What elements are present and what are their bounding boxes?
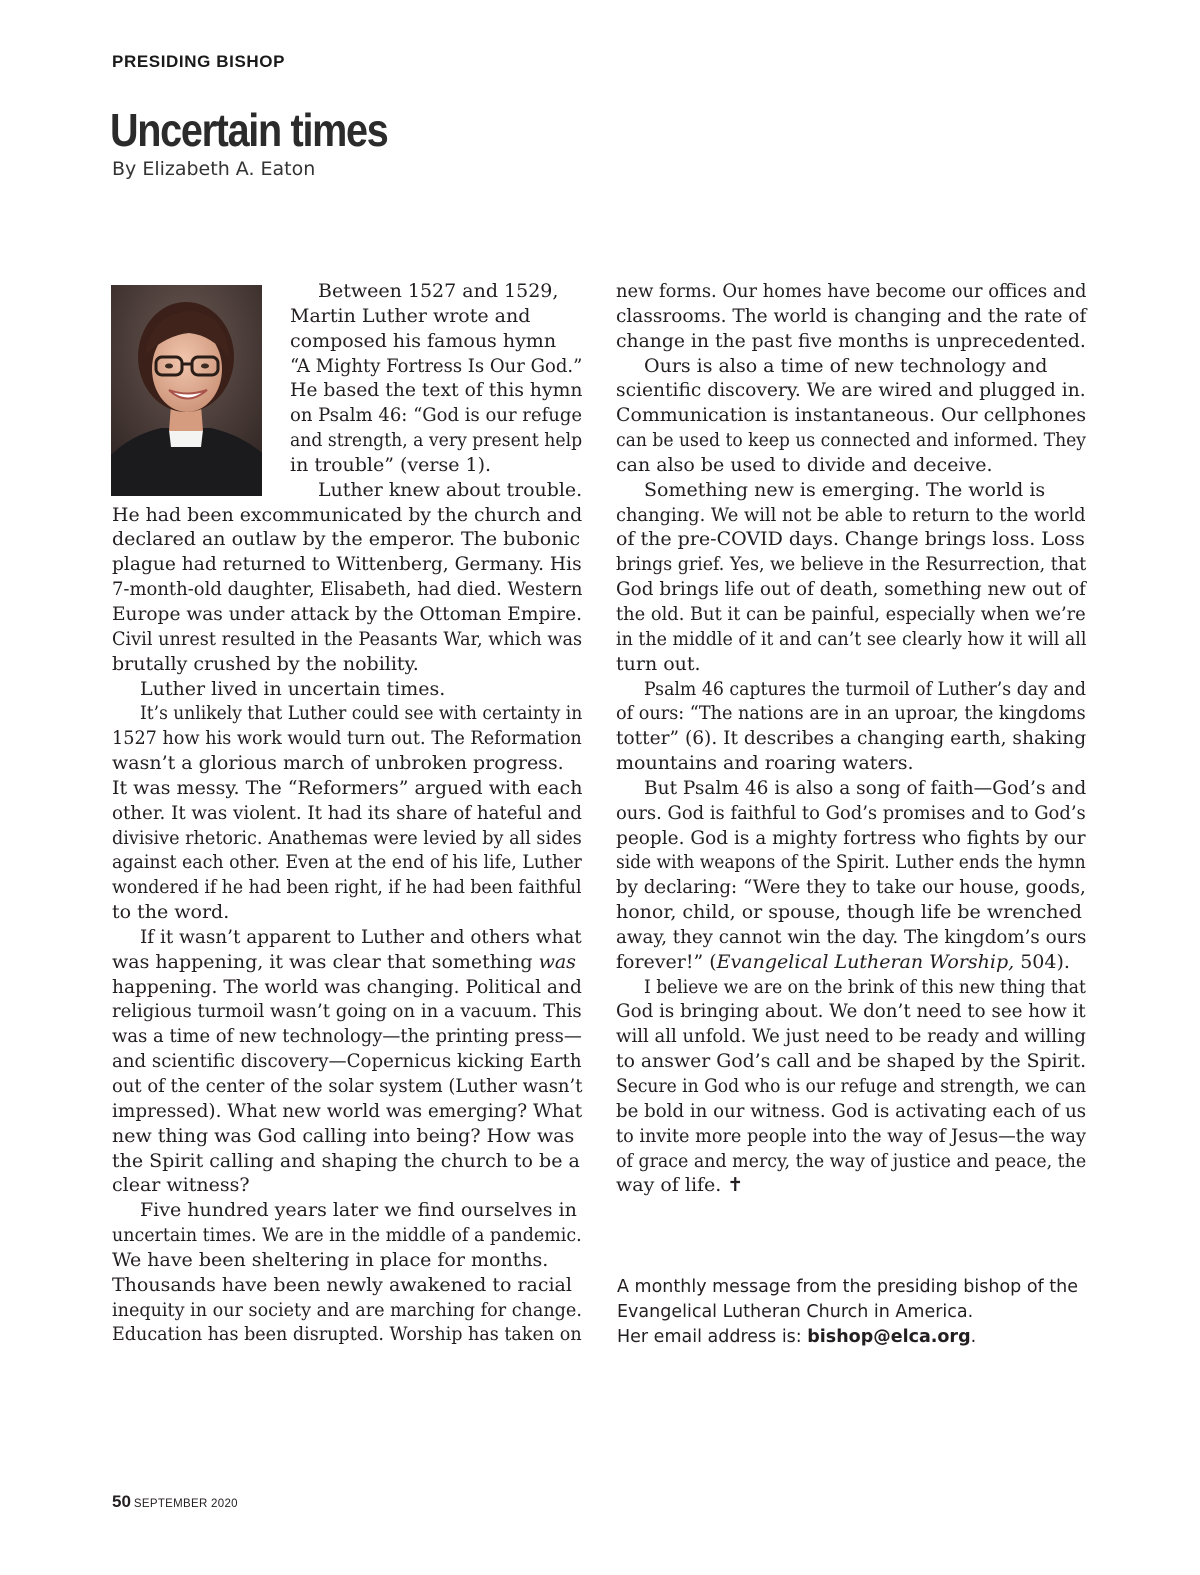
text-line — [616, 279, 1086, 304]
text-run: 504). — [1014, 950, 1070, 973]
text-run: Martin Luther wrote and — [290, 304, 531, 327]
text-run: Five hundred years later we find ourselves in — [140, 1199, 577, 1222]
text-line-content — [616, 850, 1086, 875]
text-run: Education has been disrupted. Worship has taken on — [112, 1323, 582, 1346]
text-run: God brings life out of death, something new out of — [616, 578, 1086, 601]
text-line — [112, 652, 582, 677]
text-line-content — [112, 975, 582, 1000]
article-title: Uncertain times — [110, 104, 388, 156]
article-column-left — [112, 279, 582, 1347]
text-line — [112, 503, 582, 528]
text-line-content — [112, 751, 564, 776]
text-line-content — [616, 999, 1086, 1024]
text-line-content — [616, 652, 701, 677]
text-line-content — [112, 1223, 582, 1248]
text-line-content — [644, 677, 1086, 702]
text-line-content — [290, 354, 582, 379]
text-run: turn out. — [616, 652, 701, 675]
text-line — [616, 801, 1086, 826]
text-line-content — [616, 1099, 1086, 1124]
text-line — [112, 527, 582, 552]
text-run: in the middle of it and can’t see clearly how it will all — [616, 627, 1087, 650]
text-line — [616, 1049, 1086, 1074]
text-line-content — [112, 1248, 548, 1273]
text-line-content — [112, 602, 582, 627]
end-mark-icon: ✝ — [727, 1174, 744, 1197]
text-line — [112, 1273, 582, 1298]
text-line — [616, 701, 1086, 726]
text-run: Secure in God who is our refuge and strength, we can — [616, 1075, 1086, 1097]
text-line-content — [112, 1173, 250, 1198]
text-line — [112, 279, 582, 304]
text-line-content — [112, 850, 582, 875]
text-line-content — [112, 776, 582, 801]
text-run: forever!” ( — [616, 950, 717, 973]
text-run: can be used to keep us connected and informed. They — [616, 429, 1086, 452]
text-line — [112, 1049, 582, 1074]
text-line — [616, 677, 1086, 702]
text-line-content — [290, 403, 582, 428]
text-line — [112, 925, 582, 950]
text-line-content — [616, 453, 993, 478]
text-line-content — [616, 577, 1086, 602]
text-run: and strength, a very present help — [290, 429, 583, 452]
note-line: Evangelical Lutheran Church in America. — [617, 1302, 974, 1322]
text-line-content — [112, 1024, 582, 1049]
text-run: Communication is instantaneous. Our cellphones — [616, 404, 1087, 427]
text-line-content — [112, 726, 582, 751]
text-run: religious turmoil wasn’t going on in a vacuum. This — [112, 1000, 582, 1023]
text-line — [112, 1024, 582, 1049]
text-run: can also be used to divide and deceive. — [616, 453, 993, 476]
text-line — [112, 354, 582, 379]
text-line-content — [318, 279, 558, 304]
text-line-content — [318, 478, 582, 503]
text-line — [616, 378, 1086, 403]
text-run: will all unfold. We just need to be ready and willing — [616, 1025, 1086, 1048]
text-line-content — [616, 826, 1086, 851]
text-run: Civil unrest resulted in the Peasants War, which was — [112, 627, 583, 650]
text-line — [112, 826, 582, 851]
text-line-content — [644, 975, 1086, 1000]
text-line-content — [616, 428, 1086, 453]
page-number: 50 — [112, 1492, 131, 1511]
text-line — [112, 552, 582, 577]
text-line — [112, 1124, 582, 1149]
issue-date: SEPTEMBER 2020 — [133, 1498, 238, 1510]
text-line-content — [616, 1074, 1086, 1099]
text-line — [616, 875, 1086, 900]
email-link[interactable]: bishop@elca.org — [807, 1327, 971, 1347]
text-line-content — [112, 875, 582, 900]
italic-run: Evangelical Lutheran Worship, — [716, 950, 1015, 973]
text-line — [112, 701, 582, 726]
text-line-content — [112, 1322, 582, 1347]
text-line-content — [290, 329, 556, 354]
text-line-content — [616, 701, 1086, 726]
text-run: scientific discovery. We are wired and plugged in. — [616, 379, 1086, 402]
text-line-content — [616, 552, 1086, 577]
text-line — [616, 478, 1086, 503]
text-line — [112, 304, 582, 329]
text-run: happening. The world was changing. Political and — [112, 975, 582, 998]
text-run: new thing was God calling into being? How was — [112, 1124, 575, 1147]
text-line-content — [616, 403, 1086, 428]
text-line-content — [616, 1049, 1086, 1074]
text-run: But Psalm 46 is also a song of faith—God’s and — [644, 776, 1087, 799]
text-run: God is bringing about. We don’t need to see how it — [616, 1000, 1086, 1023]
text-run: brings grief. Yes, we believe in the Resurrection, that — [616, 553, 1087, 576]
text-line-content — [616, 304, 1086, 329]
text-line-content — [112, 999, 582, 1024]
text-run: to invite more people into the way of Jesus—the way — [616, 1124, 1086, 1147]
byline: By Elizabeth A. Eaton — [112, 158, 316, 180]
text-run: of the pre-COVID days. Change brings loss. Loss — [616, 528, 1085, 551]
text-line-content — [616, 900, 1082, 925]
text-line — [616, 354, 1086, 379]
text-run: other. It was violent. It had its share of hateful and — [112, 801, 582, 824]
text-line-content — [112, 527, 580, 552]
text-line — [616, 1149, 1086, 1174]
text-line — [112, 1173, 582, 1198]
kicker: PRESIDING BISHOP — [112, 52, 286, 71]
text-line — [112, 378, 582, 403]
text-line — [112, 1074, 582, 1099]
text-line — [112, 751, 582, 776]
text-run: to the word. — [112, 901, 230, 924]
text-line-content — [112, 1099, 582, 1124]
text-line-content — [140, 701, 582, 726]
text-line-content — [616, 602, 1086, 627]
text-line-content — [112, 801, 582, 826]
text-run: Something new is emerging. The world is — [644, 478, 1046, 501]
text-run: changing. We will not be able to return to the world — [616, 503, 1086, 526]
text-line — [616, 900, 1086, 925]
text-line — [616, 1173, 1086, 1198]
text-line-content — [112, 1149, 580, 1174]
text-run: to answer God’s call and be shaped by the Spirit. — [616, 1050, 1087, 1073]
text-line — [112, 453, 582, 478]
text-run: He had been excommunicated by the church and — [112, 503, 583, 526]
text-line — [112, 627, 582, 652]
text-run: the Spirit calling and shaping the church to be a — [112, 1149, 580, 1172]
text-line-content — [112, 1049, 582, 1074]
text-line — [112, 801, 582, 826]
text-line — [616, 627, 1086, 652]
text-run: It was messy. The “Reformers” argued with each — [112, 776, 583, 799]
text-line — [616, 1024, 1086, 1049]
text-run: impressed). What new world was emerging? What — [112, 1099, 583, 1122]
text-run: wasn’t a glorious march of unbroken progress. — [112, 752, 564, 775]
text-line — [112, 875, 582, 900]
text-line — [112, 999, 582, 1024]
text-line — [616, 751, 1086, 776]
text-line-content — [290, 428, 582, 453]
text-line — [616, 329, 1086, 354]
text-line — [616, 527, 1086, 552]
text-line — [112, 850, 582, 875]
text-run: mountains and roaring waters. — [616, 752, 914, 775]
text-line-content — [112, 826, 582, 851]
text-line — [112, 329, 582, 354]
text-line-content — [112, 1298, 582, 1323]
text-run: be bold in our witness. God is activating each of us — [616, 1099, 1087, 1122]
text-run: Luther lived in uncertain times. — [140, 677, 446, 700]
text-line — [616, 975, 1086, 1000]
text-line — [616, 1099, 1086, 1124]
text-line-content — [616, 329, 1086, 354]
text-line — [616, 826, 1086, 851]
text-run: way of life. — [616, 1174, 728, 1197]
text-line — [616, 577, 1086, 602]
text-line — [112, 726, 582, 751]
text-run: against each other. Even at the end of his life, Luther — [112, 851, 582, 874]
text-line-content — [112, 1074, 582, 1099]
text-line-content — [616, 875, 1086, 900]
text-run: Ours is also a time of new technology and — [644, 354, 1048, 377]
text-line — [112, 403, 582, 428]
text-line — [112, 1198, 582, 1223]
article-column-right — [616, 279, 1086, 1198]
text-run: new forms. Our homes have become our offices and — [616, 280, 1087, 302]
text-line — [112, 1298, 582, 1323]
text-line-content — [644, 478, 1045, 503]
text-line-content — [616, 1173, 743, 1198]
text-line — [112, 900, 582, 925]
text-line-content — [616, 950, 1070, 975]
italic-run: was — [538, 950, 576, 973]
text-line-content — [616, 1024, 1086, 1049]
text-line — [112, 776, 582, 801]
text-run: out of the center of the solar system (Luther wasn’t — [112, 1075, 583, 1097]
text-run: Psalm 46 captures the turmoil of Luther’s day and — [644, 677, 1086, 700]
text-run: honor, child, or spouse, though life be wrenched — [616, 901, 1082, 924]
text-line-content — [616, 503, 1086, 528]
text-line-content — [140, 1198, 577, 1223]
text-line — [112, 975, 582, 1000]
text-run: divisive rhetoric. Anathemas were levied by all sides — [112, 826, 582, 849]
text-line — [616, 652, 1086, 677]
text-line — [616, 453, 1086, 478]
text-line-content — [616, 627, 1086, 652]
text-line-content — [140, 925, 582, 950]
text-run: 7-month-old daughter, Elisabeth, had died. Western — [112, 578, 583, 601]
text-line-content — [616, 378, 1086, 403]
text-run: Thousands have been newly awakened to racial — [112, 1273, 572, 1296]
text-line — [112, 478, 582, 503]
text-run: It’s unlikely that Luther could see with certainty in — [140, 702, 583, 725]
text-line — [112, 950, 582, 975]
text-line — [616, 1074, 1086, 1099]
text-line — [112, 677, 582, 702]
text-line — [616, 776, 1086, 801]
text-line-content — [290, 304, 530, 329]
text-run: wondered if he had been right, if he had been faithful — [112, 876, 582, 899]
text-line-content — [616, 801, 1086, 826]
text-run: was a time of new technology—the printing press— — [112, 1025, 582, 1048]
text-line-content — [112, 950, 576, 975]
text-run: was happening, it was clear that something — [112, 950, 539, 973]
text-line-content — [112, 627, 582, 652]
text-run: plague had returned to Wittenberg, Germany. His — [112, 553, 582, 576]
email-suffix: . — [970, 1327, 977, 1347]
text-line — [616, 552, 1086, 577]
text-line-content — [616, 527, 1085, 552]
text-line-content — [290, 453, 491, 478]
text-line — [616, 428, 1086, 453]
text-run: Luther knew about trouble. — [318, 478, 583, 501]
text-run: away, they cannot win the day. The kingdom’s ours — [616, 925, 1087, 948]
text-run: by declaring: “Were they to take our house, goods, — [616, 876, 1086, 899]
text-line — [112, 428, 582, 453]
text-line-content — [112, 503, 582, 528]
text-line — [616, 503, 1086, 528]
text-run: in trouble” (verse 1). — [290, 453, 492, 476]
text-line-content — [644, 354, 1047, 379]
text-run: uncertain times. We are in the middle of a pandemic. — [112, 1224, 582, 1247]
text-line-content — [644, 776, 1086, 801]
text-line — [112, 1099, 582, 1124]
text-line-content — [616, 1124, 1086, 1149]
text-line — [616, 602, 1086, 627]
text-run: clear witness? — [112, 1174, 250, 1197]
text-line — [616, 850, 1086, 875]
text-run: composed his famous hymn — [290, 329, 557, 352]
text-line-content — [616, 751, 914, 776]
text-run: totter” (6). It describes a changing earth, shaking — [616, 727, 1087, 750]
text-line — [112, 577, 582, 602]
text-line-content — [616, 279, 1086, 304]
text-run: I believe we are on the brink of this new thing that — [644, 975, 1086, 998]
text-run: of grace and mercy, the way of justice and peace, the — [616, 1149, 1087, 1172]
text-line — [616, 925, 1086, 950]
text-run: inequity in our society and are marching for change. — [112, 1298, 582, 1321]
text-line-content — [112, 900, 229, 925]
email-prefix: Her email address is: — [617, 1327, 808, 1347]
text-line — [112, 1248, 582, 1273]
text-run: declared an outlaw by the emperor. The bubonic — [112, 528, 581, 551]
text-run: and scientific discovery—Copernicus kicking Earth — [112, 1050, 582, 1073]
text-line-content — [112, 652, 419, 677]
text-run: the old. But it can be painful, especially when we’re — [616, 602, 1086, 625]
text-run: Between 1527 and 1529, — [318, 280, 559, 302]
text-run: people. God is a mighty fortress who fights by our — [616, 826, 1086, 849]
text-line — [616, 999, 1086, 1024]
text-line-content — [140, 677, 445, 702]
text-line-content — [290, 378, 582, 403]
text-line-content — [112, 577, 582, 602]
text-run: brutally crushed by the nobility. — [112, 652, 419, 675]
text-line — [112, 1223, 582, 1248]
text-run: side with weapons of the Spirit. Luther ends the hymn — [616, 851, 1086, 874]
page-folio — [112, 1492, 238, 1512]
text-line — [616, 1124, 1086, 1149]
text-run: ours. God is faithful to God’s promises and to God’s — [616, 801, 1086, 824]
text-line-content — [112, 1124, 574, 1149]
text-line-content — [616, 925, 1086, 950]
text-line-content — [112, 552, 582, 577]
text-line — [112, 1149, 582, 1174]
text-line-content — [616, 726, 1086, 751]
text-run: classrooms. The world is changing and the rate of — [616, 304, 1087, 327]
text-line — [616, 403, 1086, 428]
text-run: We have been sheltering in place for months. — [112, 1248, 549, 1271]
text-run: of ours: “The nations are in an uproar, the kingdoms — [616, 702, 1086, 725]
text-line-content — [616, 1149, 1086, 1174]
note-line: A monthly message from the presiding bishop of the — [617, 1277, 1078, 1297]
text-line — [616, 304, 1086, 329]
text-run: “A Mighty Fortress Is Our God.” — [290, 354, 583, 377]
text-run: on Psalm 46: “God is our refuge — [290, 404, 583, 427]
text-line — [112, 1322, 582, 1347]
author-note — [617, 1275, 1078, 1350]
text-run: 1527 how his work would turn out. The Reformation — [112, 727, 582, 750]
text-run: If it wasn’t apparent to Luther and others what — [140, 925, 582, 948]
text-line-content — [112, 1273, 572, 1298]
text-run: Europe was under attack by the Ottoman Empire. — [112, 602, 583, 625]
text-run: change in the past five months is unprecedented. — [616, 329, 1086, 352]
text-line — [112, 602, 582, 627]
text-run: He based the text of this hymn — [290, 379, 583, 402]
text-line — [616, 726, 1086, 751]
text-line — [616, 950, 1086, 975]
note-line — [617, 1325, 1078, 1350]
